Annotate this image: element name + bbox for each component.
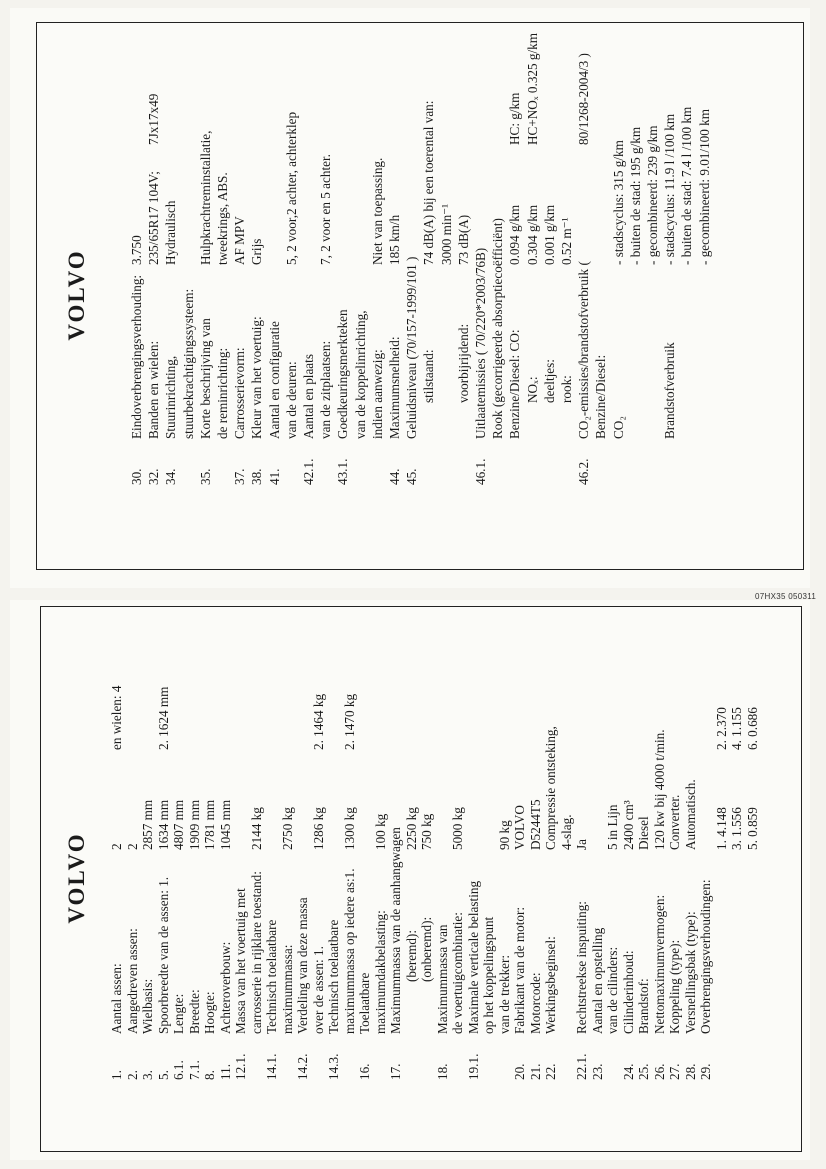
spec-value: 5000 kg <box>450 807 465 850</box>
spec-label: Aantal en configuratie <box>266 321 282 439</box>
spec-number: 19.1. <box>465 1053 481 1080</box>
spec-label: Technisch toelaatbare <box>264 919 279 1034</box>
spec-label: Nettomaximumvermogen: <box>651 894 667 1034</box>
spec-label: Maximumsnelheid: <box>387 336 402 439</box>
spec-number: 45. <box>404 468 420 485</box>
spec-label: stuurbekrachtigingssysteem: <box>180 288 196 439</box>
spec-value: 3. 1.556 <box>729 807 744 850</box>
spec-value: 1909 mm <box>186 799 202 850</box>
spec-value-2: HC: g/km <box>507 92 523 145</box>
spec-number: 43.1. <box>335 458 351 485</box>
spec-label: CO₂-emissies/brandstofverbruik ( <box>576 261 592 439</box>
spec-label: Lengte: <box>171 993 186 1034</box>
spec-number: 1. <box>109 1070 124 1080</box>
spec-value: - gecombineerd: 9.01/100 km <box>696 108 712 265</box>
spec-value: 5, 2 voor,2 achter, achterklep <box>283 111 299 265</box>
spec-number: 34. <box>163 468 179 485</box>
spec-number: 42.1. <box>301 458 316 485</box>
spec-label: Carrosserievorm: <box>232 347 248 439</box>
spec-value: 1781 mm <box>202 799 217 850</box>
spec-label: de reminrichting: <box>215 347 230 439</box>
spec-label: Koppeling (type): <box>667 939 682 1034</box>
spec-value: 2400 cm³ <box>620 800 636 850</box>
spec-label: carrosserie in rijklare toestand: <box>248 871 264 1034</box>
spec-value: 3000 min⁻¹ <box>438 203 454 265</box>
spec-value: Compressie ontsteking, <box>543 726 558 850</box>
spec-value-2: 4. 1.155 <box>729 707 744 750</box>
spec-value: 4-slag. <box>558 814 574 850</box>
spec-value: 73 dB(A) <box>455 214 471 265</box>
spec-number: 41. <box>266 468 282 485</box>
spec-number: 35. <box>197 468 213 485</box>
spec-number: 17. <box>388 1063 403 1080</box>
spec-number: 38. <box>249 468 265 485</box>
spec-number: 32. <box>146 468 162 485</box>
spec-value: 5. 0.859 <box>744 807 760 850</box>
spec-number: 14.3. <box>326 1053 341 1080</box>
spec-value: 5 in Lijn <box>605 804 620 850</box>
spec-label: Motorcode: <box>527 972 543 1034</box>
spec-value: - buiten de stad: 195 g/km <box>627 126 643 265</box>
spec-label: de voertuigcombinatie: <box>450 912 465 1034</box>
spec-value-2: 7Jx17x49 <box>146 93 162 145</box>
spec-label: Cilinderinhoud: <box>620 950 636 1034</box>
spec-value: 2 <box>109 843 124 850</box>
spec-number: 16. <box>357 1063 372 1080</box>
spec-value-2: HC+NOₓ 0.325 g/km <box>524 32 540 145</box>
spec-label: Aantal en opstelling <box>589 927 605 1034</box>
spec-value: 2144 kg <box>248 807 264 850</box>
spec-number: 14.2. <box>295 1053 310 1080</box>
spec-value-2: 6. 0.686 <box>744 707 760 750</box>
document-code: 07HX35 050311 <box>755 592 817 601</box>
spec-label: Aantal assen: <box>109 963 124 1034</box>
spec-label: Rechtstreekse inspuiting: <box>574 901 589 1034</box>
spec-number: 11. <box>217 1064 233 1080</box>
spec-label: van de zitplaatsen: <box>318 340 334 439</box>
spec-value: 4807 mm <box>171 799 186 850</box>
spec-value: 1286 kg <box>310 807 326 850</box>
spec-label: voorbijrijdend: <box>455 323 471 403</box>
spec-number: 44. <box>387 468 402 485</box>
spec-label: rook: <box>559 375 574 403</box>
spec-label: van de trekker: <box>496 954 512 1034</box>
spec-value: Diesel <box>636 816 651 850</box>
spec-label: Overbrengingsverhoudingen: <box>698 879 713 1034</box>
spec-number: 2. <box>124 1070 140 1080</box>
spec-value: Grijs <box>249 238 265 265</box>
bottom-spec-list <box>110 620 780 1080</box>
spec-number: 21. <box>527 1063 543 1080</box>
spec-label: Goedkeuringsmerkteken <box>335 309 351 439</box>
spec-label: (onberemd): <box>419 916 434 982</box>
spec-value-2: 2. 1624 mm <box>155 686 171 750</box>
spec-value: 0.001 g/km <box>541 204 557 265</box>
spec-value-2: 80/1268-2004/3 ) <box>576 53 592 145</box>
spec-value: D5244T5 <box>527 799 543 850</box>
spec-number: 25. <box>636 1063 651 1080</box>
spec-label: Banden en wielen: <box>146 340 162 439</box>
spec-value: 0.094 g/km <box>507 204 523 265</box>
spec-label: CO₂ <box>610 416 626 439</box>
spec-value: 0.52 m⁻¹ <box>559 217 574 265</box>
spec-label: Maximummassa van <box>434 924 450 1034</box>
spec-label: Werkingsbeginsel: <box>543 936 558 1034</box>
spec-number: 18. <box>434 1063 450 1080</box>
spec-value: Hulpkrachtreminstallatie, <box>197 130 213 265</box>
spec-label: Maximummassa van de aanhangwagen <box>388 827 403 1034</box>
spec-value: 2750 kg <box>279 807 295 850</box>
spec-value-2: 2. 1464 kg <box>310 693 326 750</box>
spec-label: Achteroverbouw: <box>217 941 233 1034</box>
spec-value: 235/65R17 104V; <box>146 171 162 265</box>
spec-label: Breedte: <box>186 989 202 1034</box>
spec-value: 0.304 g/km <box>524 204 540 265</box>
spec-value: Hydraulisch <box>163 200 179 265</box>
spec-number: 5. <box>155 1070 171 1080</box>
spec-value-2: 2. 1470 kg <box>341 693 357 750</box>
spec-value: 90 kg <box>496 820 512 850</box>
spec-label: Stuurinrichting, <box>163 355 179 439</box>
spec-number: 3. <box>140 1070 155 1080</box>
spec-number: 30. <box>129 468 144 485</box>
spec-label: Versnellingsbak (type): <box>682 911 698 1034</box>
volvo-logo-bottom: VOLVO <box>64 832 89 924</box>
spec-number: 14.1. <box>264 1053 279 1080</box>
spec-number: 22.1. <box>574 1053 589 1080</box>
top-spec-list <box>129 32 770 485</box>
spec-label: Eindoverbrengingsverhouding: <box>129 274 144 439</box>
spec-label: Aangedreven assen: <box>124 928 140 1034</box>
spec-label: van de deuren: <box>283 361 299 439</box>
spec-value: Automatisch. <box>682 779 698 850</box>
bottom-page <box>50 618 790 1138</box>
spec-label: maximummassa op iedere as:1. <box>341 868 357 1034</box>
spec-value: tweekrings, ABS. <box>215 172 230 265</box>
spec-value: 100 kg <box>372 813 388 850</box>
spec-value: 2250 kg <box>403 807 419 850</box>
spec-label: op het koppelingspunt <box>481 916 496 1034</box>
spec-number: 23. <box>589 1063 605 1080</box>
top-page <box>50 32 790 555</box>
spec-label: Benzine/Diesel: CO: <box>507 329 523 439</box>
spec-number: 26. <box>651 1063 667 1080</box>
spec-label: Uitlaatemissies ( 70/220*2003/76B) <box>473 247 488 439</box>
spec-label: (beremd): <box>403 930 419 982</box>
spec-label: maximumdakbelasting: <box>372 910 388 1034</box>
spec-label: Brandstofverbruik <box>662 342 678 439</box>
spec-label: over de assen: 1. <box>310 946 326 1034</box>
spec-value: 120 kw bij 4000 t/min. <box>651 729 667 850</box>
spec-label: van de cilinders: <box>605 946 620 1034</box>
spec-label: Wielbasis: <box>140 978 155 1034</box>
spec-value: 185 km/h <box>387 214 402 265</box>
spec-label: Geluidsniveau (70/157-1999/101 ) <box>404 256 420 439</box>
spec-label: Kleur van het voertuig: <box>249 316 265 439</box>
spec-label: deeltjes: <box>541 359 557 403</box>
spec-value: Ja <box>574 839 589 850</box>
spec-label: maximummassa: <box>279 944 295 1034</box>
spec-value: - stadscyclus: 315 g/km <box>610 140 626 265</box>
spec-value: 1634 mm <box>155 799 171 850</box>
spec-number: 29. <box>698 1063 713 1080</box>
spec-value: 750 kg <box>419 813 434 850</box>
spec-value-2: en wielen: 4 <box>109 685 124 750</box>
volvo-logo-top: VOLVO <box>64 249 89 341</box>
spec-label: Hoogte: <box>202 991 217 1034</box>
spec-label: Fabrikant van de motor: <box>512 906 527 1034</box>
spec-number: 28. <box>682 1063 698 1080</box>
spec-value: 7, 2 voor en 5 achter. <box>318 154 334 265</box>
spec-label: Benzine/Diesel: <box>593 354 609 439</box>
spec-value: Converter. <box>667 794 682 850</box>
spec-number: 24. <box>620 1063 636 1080</box>
spec-value: 74 dB(A) bij een toerental van: <box>421 100 437 265</box>
spec-number: 22. <box>543 1063 558 1080</box>
spec-label: Aantal en plaats <box>301 354 316 439</box>
spec-value: 3.750 <box>129 235 144 265</box>
spec-label: Spoorbreedte van de assen: 1. <box>155 876 171 1034</box>
spec-number: 20. <box>512 1063 527 1080</box>
spec-number: 46.1. <box>473 458 488 485</box>
spec-value: - buiten de stad: 7.4 l /100 km <box>679 106 695 265</box>
spec-label: Korte beschrijving van <box>197 318 213 439</box>
spec-value: 1300 kg <box>341 807 357 850</box>
spec-value: AF MPV <box>232 216 248 265</box>
spec-value: 2857 mm <box>140 799 155 850</box>
spec-label: Rook (gecorrigeerde absorptiecoëfficiënt) <box>490 218 506 439</box>
spec-value: - gecombineerd: 239 g/km <box>645 125 660 265</box>
spec-label: Maximale verticale belasting <box>465 880 481 1034</box>
spec-value: VOLVO <box>512 805 527 850</box>
spec-value: 1. 4.148 <box>713 807 729 850</box>
spec-number: 8. <box>202 1070 217 1080</box>
spec-label: van de koppelinrichting, <box>352 310 368 439</box>
spec-value: 1045 mm <box>217 799 233 850</box>
spec-value: - stadscyclus: 11.9 l /100 km <box>662 113 678 265</box>
spec-label: stilstaand: <box>421 349 437 403</box>
spec-number: 6.1. <box>171 1060 186 1080</box>
spec-label: Massa van het voertuig met <box>233 888 248 1034</box>
spec-number: 7.1. <box>186 1060 202 1080</box>
spec-label: Technisch toelaatbare <box>326 919 341 1034</box>
spec-label: Toelaatbare <box>357 972 372 1034</box>
spec-number: 46.2. <box>576 458 592 485</box>
spec-number: 37. <box>232 468 248 485</box>
spec-number: 27. <box>667 1063 682 1080</box>
spec-value: Niet van toepassing. <box>369 157 385 265</box>
spec-value: 2 <box>124 843 140 850</box>
spec-label: Verdeling van deze massa <box>295 897 310 1034</box>
spec-label: NOₓ: <box>524 376 540 403</box>
spec-label: Brandstof: <box>636 978 651 1034</box>
spec-label: indien aanwezig: <box>369 349 385 439</box>
spec-value-2: 2. 2.370 <box>713 707 729 750</box>
spec-number: 12.1. <box>233 1053 248 1080</box>
